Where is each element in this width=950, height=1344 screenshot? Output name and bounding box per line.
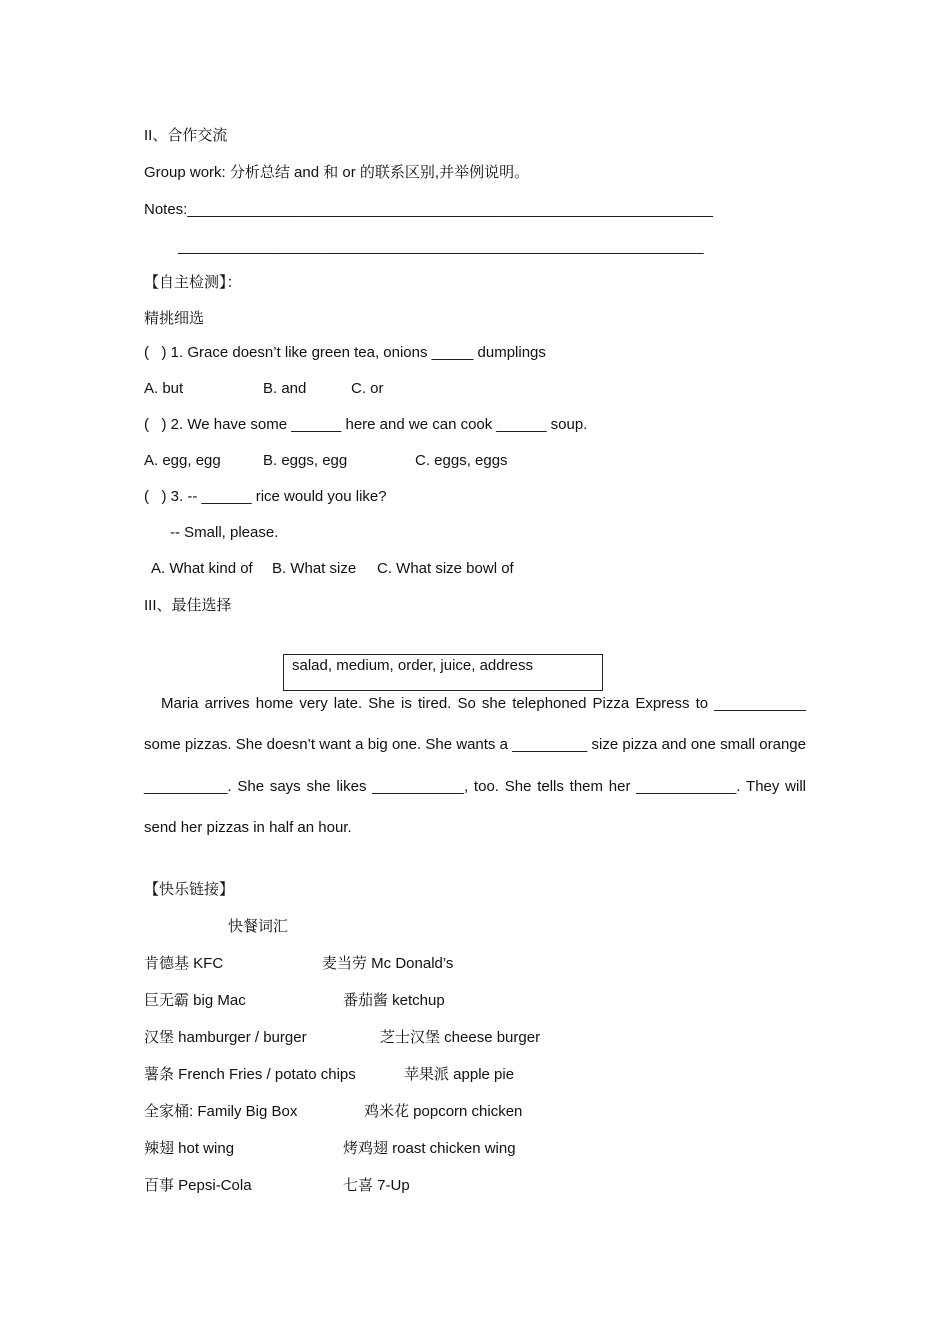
vocab-right-item: 七喜 7-Up (343, 1177, 410, 1194)
question-1-option-b: B. and (263, 380, 307, 397)
section-heading-best-choice: III、最佳选择 (144, 597, 232, 614)
vocab-left-item: 全家桶: Family Big Box (144, 1103, 298, 1120)
question-3-option-b: B. What size (272, 560, 357, 577)
vocab-left-item: 辣翅 hot wing (144, 1140, 235, 1157)
passage-line: Maria arrives home very late. She is tired. So she telephoned Pizza Express to ___________ (161, 695, 806, 712)
self-check-subheading: 精挑细选 (144, 310, 205, 327)
notes-line: Notes:_______________________________________________________________ (144, 201, 713, 218)
fast-food-vocabulary-title: 快餐词汇 (228, 918, 289, 935)
vocab-right-item: 麦当劳 Mc Donald’s (322, 955, 454, 972)
notes-line-continuation: _______________________________________________________________ (178, 238, 704, 255)
question-2-stem: ( ) 2. We have some ______ here and we can cook ______ soup. (144, 416, 588, 433)
question-2-option-c: C. eggs, eggs (415, 452, 508, 469)
vocab-left-item: 薯条 French Fries / potato chips (144, 1066, 356, 1083)
vocab-right-item: 鸡米花 popcorn chicken (364, 1103, 523, 1120)
question-3-option-c: C. What size bowl of (377, 560, 514, 577)
passage-line: send her pizzas in half an hour. (144, 819, 352, 836)
passage-line: some pizzas. She doesn’t want a big one. She wants a _________ size pizza and one small orange (144, 736, 806, 753)
section-heading-cooperation: II、合作交流 (144, 127, 228, 144)
vocab-right-item: 苹果派 apple pie (404, 1066, 515, 1083)
question-1-option-a: A. but (144, 380, 184, 397)
vocab-right-item: 芝士汉堡 cheese burger (380, 1029, 541, 1046)
question-1-stem: ( ) 1. Grace doesn’t like green tea, onions _____ dumplings (144, 344, 546, 361)
vocab-right-item: 番茄酱 ketchup (343, 992, 445, 1009)
vocab-left-item: 百事 Pepsi-Cola (144, 1177, 252, 1194)
question-1-option-c: C. or (351, 380, 384, 397)
question-3-stem: ( ) 3. -- ______ rice would you like? (144, 488, 387, 505)
question-2-option-b: B. eggs, egg (263, 452, 348, 469)
word-bank-box (283, 654, 603, 691)
vocab-left-item: 汉堡 hamburger / burger (144, 1029, 307, 1046)
vocab-right-item: 烤鸡翅 roast chicken wing (343, 1140, 516, 1157)
word-bank-text: salad, medium, order, juice, address (292, 657, 533, 674)
group-work-instruction: Group work: 分析总结 and 和 or 的联系区别,并举例说明。 (144, 164, 530, 181)
fun-link-heading: 【快乐链接】 (144, 881, 235, 898)
question-3-option-a: A. What kind of (151, 560, 253, 577)
vocab-left-item: 巨无霸 big Mac (144, 992, 246, 1009)
passage-line: __________. She says she likes ___________, too. She tells them her ____________. They will (144, 778, 806, 795)
question-2-option-a: A. egg, egg (144, 452, 221, 469)
question-3-reply: -- Small, please. (170, 524, 279, 541)
vocab-left-item: 肯德基 KFC (144, 955, 224, 972)
self-check-heading: 【自主检测】： (144, 274, 242, 291)
